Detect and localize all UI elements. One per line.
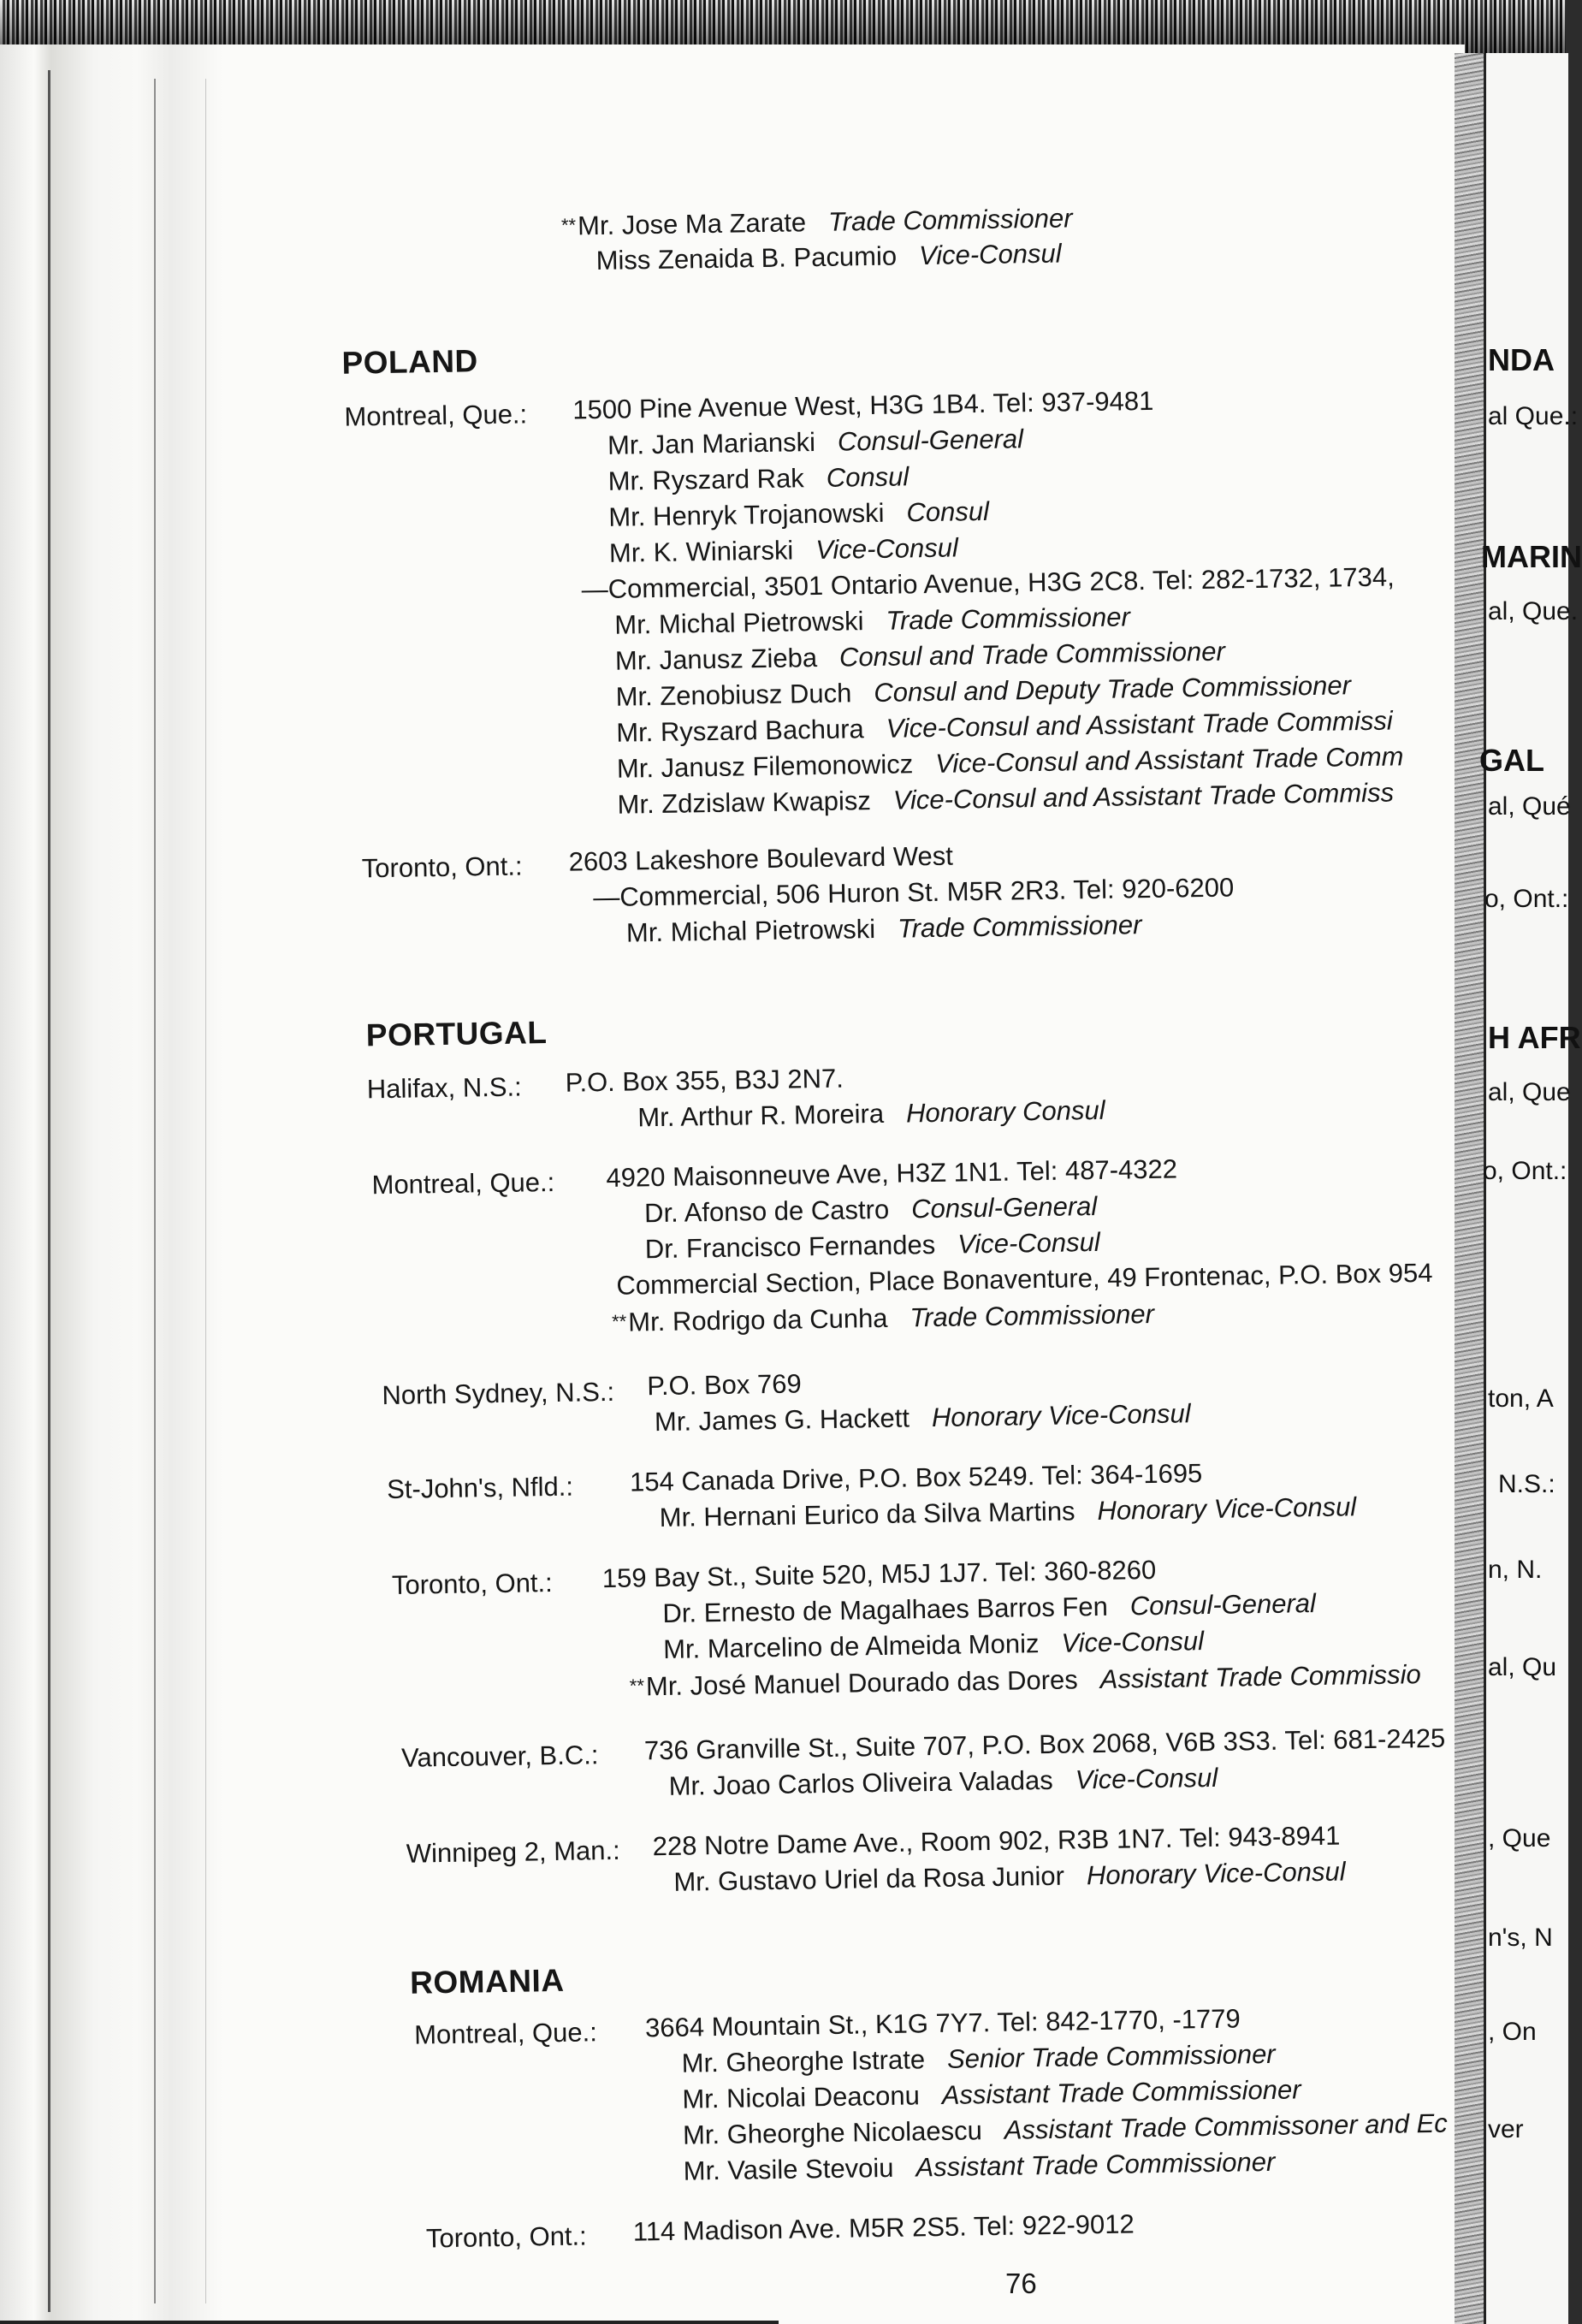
person-title: Trade Commissioner (910, 1298, 1155, 1333)
entry-line (607, 461, 909, 497)
person-name: Mr. Rodrigo da Cunha (627, 1302, 888, 1337)
person-name: Mr. Jose Ma Zarate (577, 207, 807, 241)
adjacent-page-fragment: al, Que. (1488, 597, 1579, 625)
entry-line (616, 705, 1393, 748)
person-title: Honorary Vice-Consul (1097, 1491, 1357, 1527)
entry-line (683, 2147, 1275, 2187)
person-title: Vice-Consul (815, 532, 959, 566)
entry-line (609, 532, 958, 568)
person-title: Senior Trade Commissioner (946, 2038, 1276, 2074)
person-name: Dr. Afonso de Castro (643, 1194, 890, 1229)
entry-line (615, 637, 1225, 677)
address-line: P.O. Box 769 (647, 1368, 802, 1402)
city-label: Toronto, Ont.: (425, 2220, 588, 2254)
person-name: Mr. James G. Hackett (654, 1402, 910, 1438)
address-line: —Commercial, 3501 Ontario Avenue, H3G 2C8. Tel: 282-1732, 1734, (581, 561, 1395, 605)
city-label: Montreal, Que.: (344, 399, 528, 432)
person-title: Consul-General (910, 1190, 1098, 1224)
entry-line (614, 602, 1130, 640)
adjacent-page-fragment: o, Ont.: (1483, 1157, 1567, 1185)
city-label: Toronto, Ont.: (391, 1568, 554, 1600)
city-label: Montreal, Que.: (371, 1166, 555, 1201)
city-label: Halifax, N.S.: (366, 1071, 522, 1105)
person-name: Mr. Michal Pietrowski (625, 914, 876, 948)
adjacent-page-fragment: NDA (1488, 342, 1555, 377)
person-title: Assistant Trade Commissioner (915, 2146, 1276, 2183)
person-name: Mr. Gheorghe Istrate (681, 2044, 926, 2078)
person-name: Mr. José Manuel Dourado das Dores (645, 1664, 1079, 1702)
person-name: Mr. Zenobiusz Duch (615, 678, 852, 712)
person-title: Vice-Consul (957, 1226, 1101, 1260)
asterisk-marker: ** (560, 214, 577, 236)
directory-page (0, 44, 1465, 2324)
person-name: Mr. K. Winiarski (608, 535, 794, 568)
person-title: Vice-Consul (1075, 1762, 1218, 1795)
person-title: Vice-Consul and Assistant Trade Commissi (886, 705, 1394, 744)
person-title: Trade Commissioner (886, 602, 1131, 636)
address-line: 4920 Maisonneuve Ave, H3Z 1N1. Tel: 487-4322 (606, 1153, 1178, 1193)
adjacent-page-fragment: H AFR (1488, 1020, 1581, 1055)
adjacent-page-fragment: , Que (1488, 1824, 1551, 1853)
adjacent-page-edge (1455, 53, 1582, 2324)
entry-line (630, 1658, 1421, 1703)
person-title: Trade Commissioner (897, 910, 1142, 944)
entry-line (617, 777, 1394, 820)
entry-line (663, 1626, 1204, 1665)
entry-line (673, 1857, 1346, 1898)
address-line: 228 Notre Dame Ave., Room 902, R3B 1N7. Tel: 943-8941 (652, 1820, 1341, 1862)
person-name: Mr. Marcelino de Almeida Moniz (662, 1628, 1040, 1665)
entry-line (662, 1588, 1316, 1629)
person-title: Assistant Trade Commissio (1099, 1659, 1421, 1694)
person-title: Consul and Trade Commissioner (838, 636, 1226, 673)
city-label: Winnipeg 2, Man.: (406, 1835, 620, 1869)
person-name: Mr. Arthur R. Moreira (637, 1098, 885, 1133)
binding-shadow-line (205, 79, 206, 2303)
entry-line (681, 2039, 1275, 2079)
adjacent-page-fragment: al, Qué (1488, 792, 1571, 821)
entry-line (655, 1398, 1191, 1438)
city-label: St-John's, Nfld.: (386, 1471, 574, 1505)
person-name: Mr. Janusz Zieba (614, 643, 818, 676)
person-name: Mr. Michal Pietrowski (614, 606, 864, 640)
person-title: Vice-Consul (918, 238, 1062, 271)
entry-line (595, 238, 1062, 276)
person-title: Assistant Trade Commissioner (941, 2074, 1301, 2110)
adjacent-page-fragment: al Que.: (1488, 402, 1579, 430)
country-heading: PORTUGAL (365, 1015, 548, 1053)
person-name: Mr. Ryszard Bachura (616, 714, 864, 748)
person-name: Mr. Ryszard Rak (607, 463, 805, 496)
book-binding-edge (0, 44, 222, 2324)
adjacent-page-fragment: al, Qu (1488, 1653, 1557, 1681)
entry-line (612, 1298, 1154, 1338)
person-name: Mr. Gheorghe Nicolaescu (682, 2115, 983, 2150)
page-number: 76 (1005, 2268, 1037, 2299)
adjacent-page-text-strip (1479, 53, 1582, 2324)
person-title: Vice-Consul and Assistant Trade Comm (934, 741, 1404, 779)
entry-line (683, 2108, 1448, 2151)
address-line: 154 Canada Drive, P.O. Box 5249. Tel: 364-1695 (629, 1458, 1203, 1497)
city-label: North Sydney, N.S.: (382, 1376, 615, 1411)
person-title: Consul-General (837, 424, 1024, 457)
entry-line (626, 910, 1142, 948)
city-label: Vancouver, B.C.: (400, 1740, 599, 1773)
person-title: Vice-Consul and Assistant Trade Commiss (892, 777, 1395, 815)
address-line: Commercial Section, Place Bonaventure, 49 Frontenac, P.O. Box 954 (616, 1257, 1433, 1301)
adjacent-page-fragment: al, Que (1488, 1078, 1571, 1106)
adjacent-page-fragment: o, Ont.: (1484, 885, 1569, 913)
entry-line (644, 1191, 1098, 1229)
adjacent-page-fragment: n, N. (1488, 1556, 1543, 1584)
asterisk-marker: ** (629, 1675, 645, 1697)
address-line: 114 Madison Ave. M5R 2S5. Tel: 922-9012 (632, 2208, 1135, 2247)
person-title: Consul-General (1129, 1588, 1317, 1621)
city-label: Montreal, Que.: (413, 2017, 598, 2050)
entry-line (637, 1095, 1105, 1134)
person-name: Mr. Gustavo Uriel da Rosa Junior (673, 1860, 1065, 1897)
adjacent-page-fragment: , On (1488, 2018, 1537, 2046)
person-name: Dr. Ernesto de Magalhaes Barros Fen (662, 1591, 1109, 1629)
person-name: Mr. Jan Marianski (607, 427, 816, 460)
person-title: Honorary Vice-Consul (931, 1398, 1191, 1433)
adjacent-page-fragment: ton, A (1488, 1384, 1554, 1413)
entry-line (659, 1491, 1356, 1533)
person-title: Consul and Deputy Trade Commissioner (874, 670, 1352, 708)
person-name: Mr. Zdzislaw Kwapisz (617, 786, 872, 820)
page-bottom-edge (0, 2321, 779, 2324)
city-label: Toronto, Ont.: (361, 851, 523, 884)
person-title: Trade Commissioner (827, 203, 1073, 237)
person-name: Miss Zenaida B. Pacumio (595, 240, 898, 276)
entry-line (608, 496, 989, 533)
address-line: 1500 Pine Avenue West, H3G 1B4. Tel: 937-9481 (572, 385, 1154, 425)
person-title: Consul (826, 461, 910, 493)
adjacent-page-fragment: MARIN (1481, 539, 1582, 574)
adjacent-page-fragment: ver (1488, 2115, 1524, 2143)
person-name: Mr. Janusz Filemonowicz (616, 749, 914, 784)
country-heading: POLAND (341, 343, 479, 381)
address-line: 3664 Mountain St., K1G 7Y7. Tel: 842-1770, -1779 (644, 2003, 1241, 2043)
entry-line (607, 424, 1024, 461)
person-title: Honorary Vice-Consul (1086, 1856, 1346, 1891)
person-title: Vice-Consul (1061, 1626, 1205, 1658)
binding-shadow-line (154, 79, 156, 2303)
address-line: 159 Bay St., Suite 520, M5J 1J7. Tel: 360-8260 (601, 1554, 1157, 1594)
entry-line (617, 741, 1404, 784)
address-line: 2603 Lakeshore Boulevard West (568, 840, 954, 877)
address-line: 736 Granville St., Suite 707, P.O. Box 2068, V6B 3S3. Tel: 681-2425 (643, 1722, 1446, 1766)
binding-shadow-line (48, 70, 50, 2312)
person-title: Assistant Trade Commissoner and Ec (1004, 2108, 1449, 2145)
entry-line (668, 1763, 1218, 1802)
entry-line (561, 202, 1073, 241)
entry-line (615, 670, 1351, 712)
person-name: Mr. Hernani Eurico da Silva Martins (659, 1496, 1075, 1533)
entry-line (682, 2074, 1301, 2114)
person-title: Consul (906, 495, 990, 528)
adjacent-page-fragment: n's, N (1488, 1924, 1553, 1952)
address-line: P.O. Box 355, B3J 2N7. (565, 1063, 844, 1098)
entry-line (645, 1227, 1100, 1265)
person-name: Mr. Nicolai Deaconu (682, 2080, 921, 2114)
adjacent-page-fragment: GAL (1479, 743, 1544, 778)
asterisk-marker: ** (611, 1310, 627, 1332)
adjacent-page-fragment: N.S.: (1498, 1470, 1555, 1498)
person-name: Mr. Vasile Stevoiu (683, 2152, 894, 2186)
person-name: Mr. Henryk Trojanowski (608, 497, 885, 532)
address-line: —Commercial, 506 Huron St. M5R 2R3. Tel: 920-6200 (593, 872, 1235, 913)
country-heading: ROMANIA (409, 1962, 565, 2001)
person-name: Mr. Joao Carlos Oliveira Valadas (668, 1764, 1053, 1801)
person-title: Honorary Consul (905, 1094, 1105, 1129)
person-name: Dr. Francisco Fernandes (644, 1229, 936, 1265)
